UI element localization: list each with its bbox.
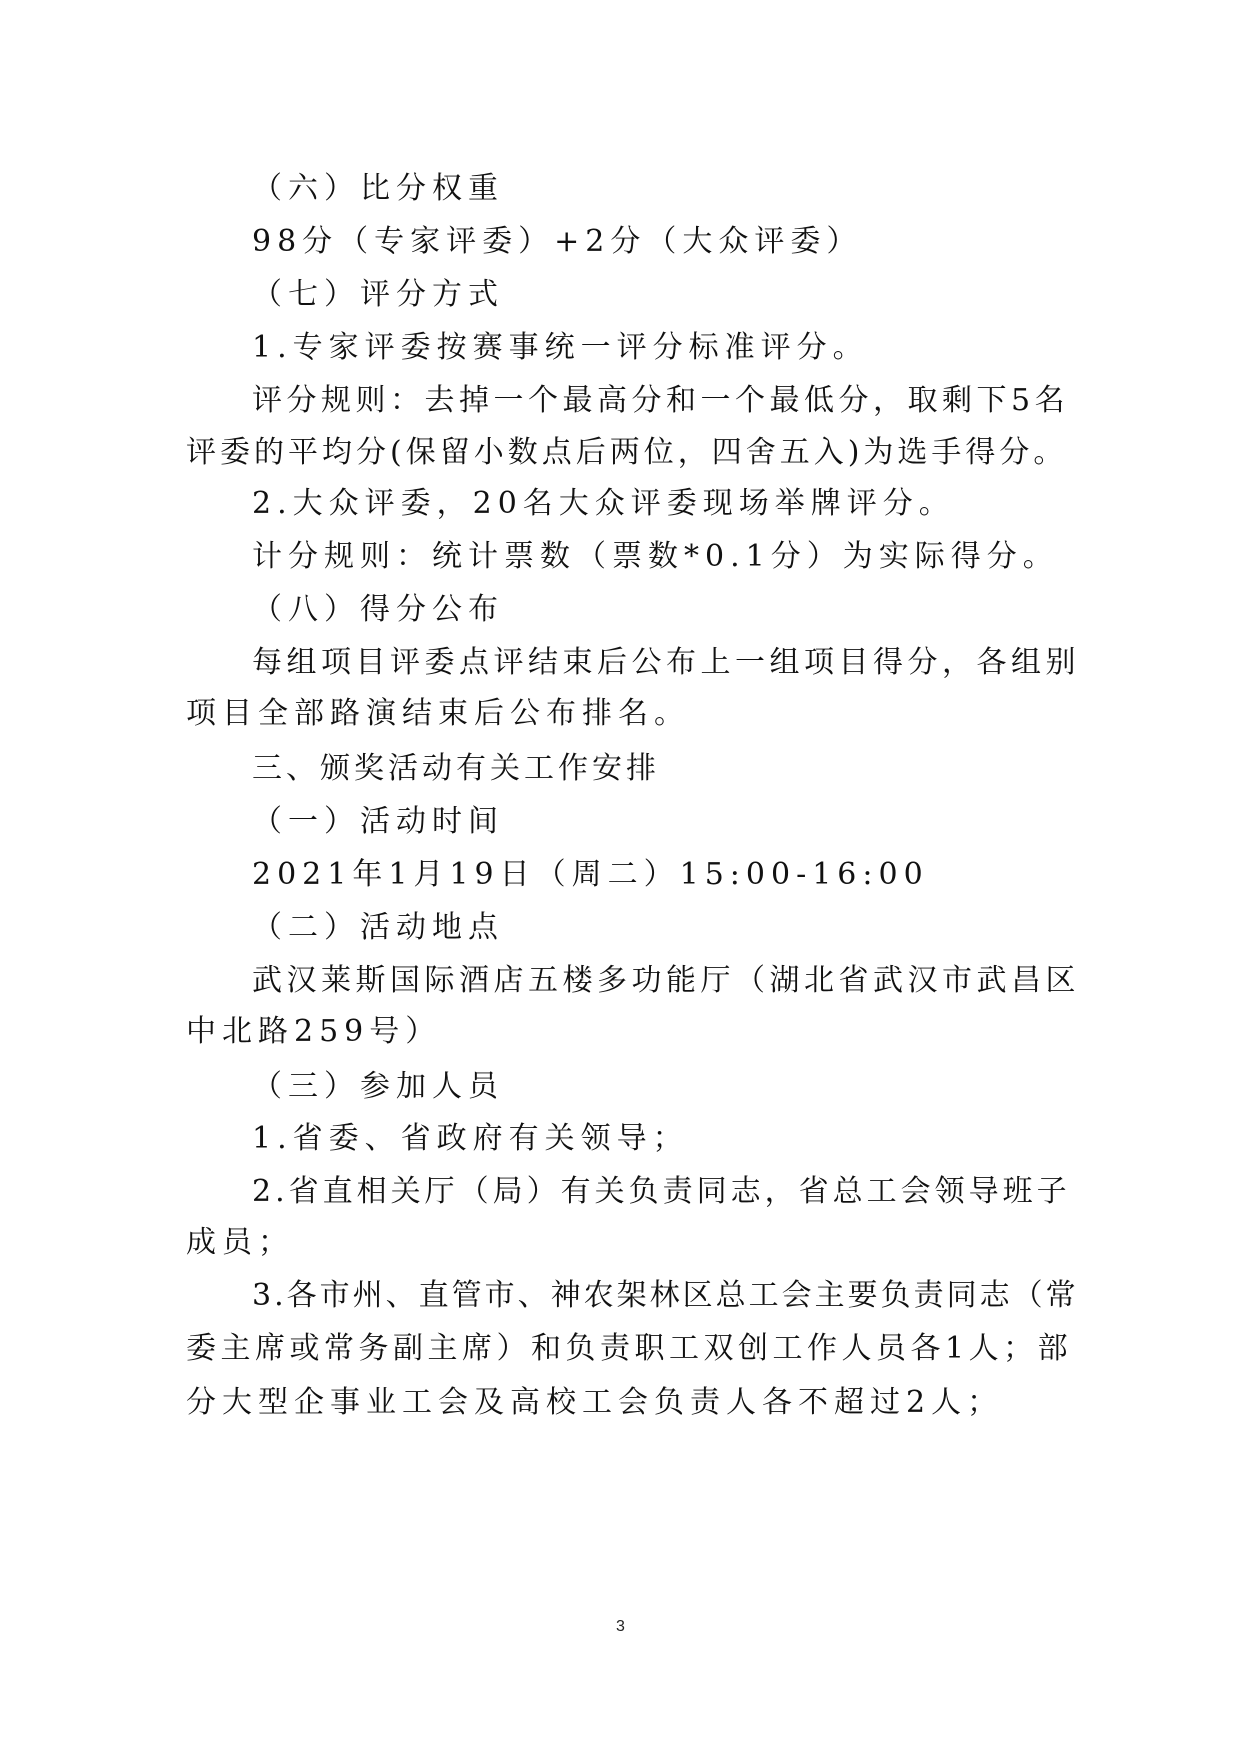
paragraph-line: 武汉莱斯国际酒店五楼多功能厅（湖北省武汉市武昌区 <box>252 963 1080 998</box>
paragraph-line: 每组项目评委点评结束后公布上一组项目得分，各组别 <box>252 645 1080 680</box>
paragraph-line: 1.专家评委按赛事统一评分标准评分。 <box>252 330 869 365</box>
paragraph-line: 计分规则：统计票数（票数*0.1分）为实际得分。 <box>252 539 1059 574</box>
paragraph-line: 项目全部路演结束后公布排名。 <box>186 696 690 731</box>
paragraph-line: 分大型企事业工会及高校工会负责人各不超过2人； <box>186 1385 1004 1420</box>
list-item: 2.省直相关厅（局）有关负责同志，省总工会领导班子 <box>252 1174 1071 1209</box>
subheading-score-announcement: （八）得分公布 <box>252 592 504 627</box>
subheading-scoring-method: （七）评分方式 <box>252 277 504 312</box>
list-item: 3.各市州、直管市、神农架林区总工会主要负责同志（常 <box>252 1278 1079 1313</box>
paragraph-line: 评分规则：去掉一个最高分和一个最低分，取剩下5名 <box>252 383 1070 418</box>
paragraph-line: 2.大众评委，20名大众评委现场举牌评分。 <box>252 486 955 521</box>
list-item: 1.省委、省政府有关领导； <box>252 1121 689 1156</box>
subheading-event-location: （二）活动地点 <box>252 910 504 945</box>
paragraph-line: 成员； <box>186 1225 294 1260</box>
subheading-scoring-weight: （六）比分权重 <box>252 171 504 206</box>
paragraph-line: 2021年1月19日（周二）15:00-16:00 <box>252 857 929 892</box>
subheading-participants: （三）参加人员 <box>252 1069 504 1104</box>
paragraph-line: 评委的平均分(保留小数点后两位，四舍五入)为选手得分。 <box>186 435 1068 470</box>
subheading-event-time: （一）活动时间 <box>252 804 504 839</box>
page-number: 3 <box>616 1618 625 1635</box>
section-heading: 三、颁奖活动有关工作安排 <box>252 751 660 786</box>
paragraph-line: 中北路259号） <box>186 1014 442 1049</box>
paragraph-line: 委主席或常务副主席）和负责职工双创工作人员各1人；部 <box>186 1331 1073 1366</box>
paragraph-line: 98分（专家评委）+2分（大众评委） <box>252 224 863 259</box>
